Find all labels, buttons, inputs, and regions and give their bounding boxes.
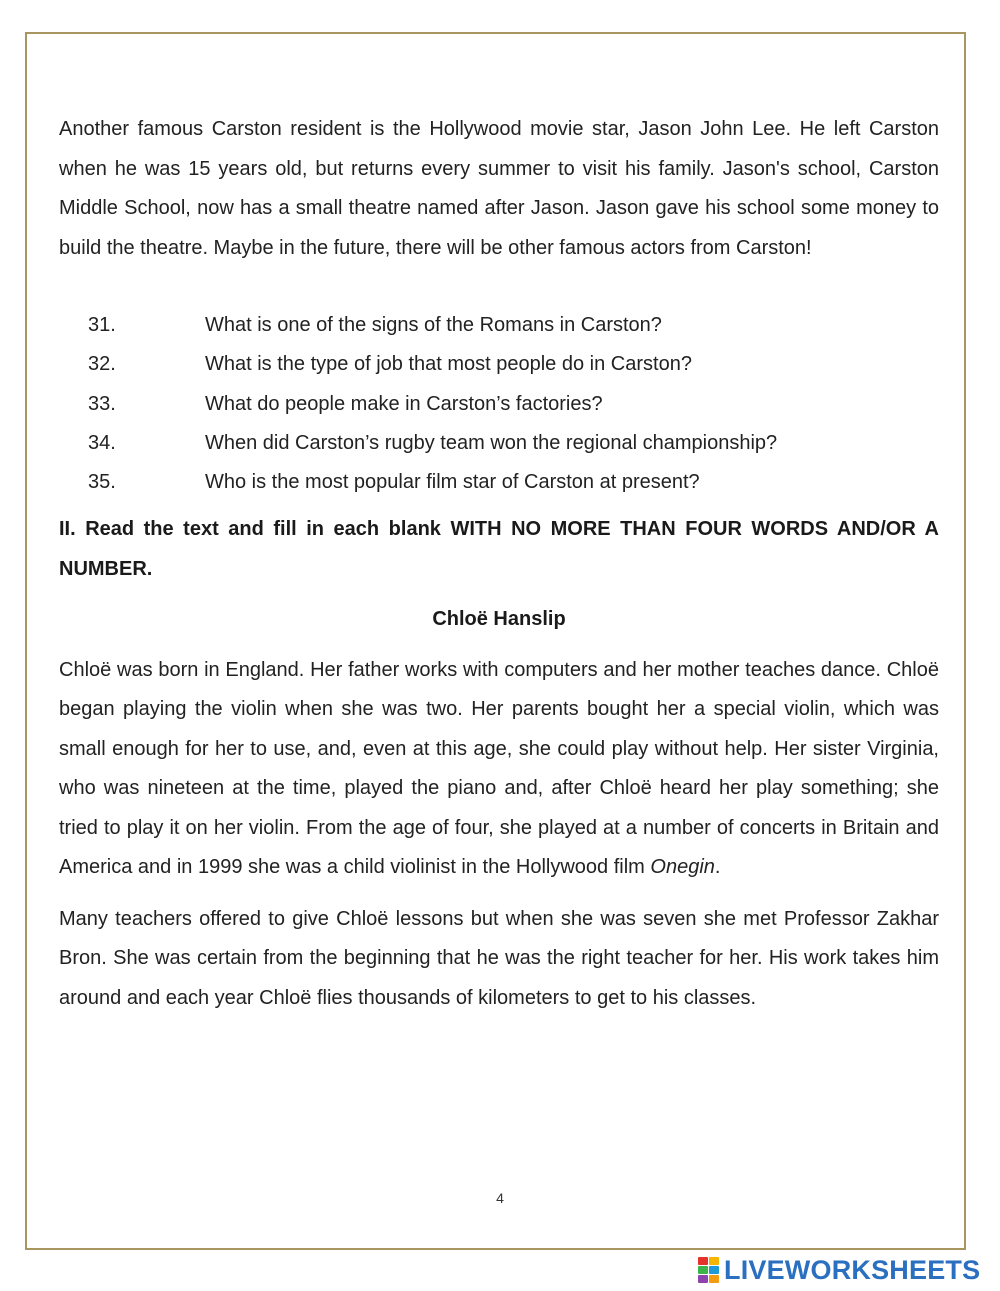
- liveworksheets-logo-icon: [698, 1257, 720, 1283]
- passage-paragraph-1: [59, 651, 939, 888]
- question-item: [59, 345, 939, 384]
- worksheet-content: [59, 110, 939, 1018]
- logo-square: [698, 1275, 708, 1283]
- passage-title: Chloë Hanslip: [432, 608, 566, 631]
- logo-square: [698, 1257, 708, 1265]
- logo-square: [698, 1266, 708, 1274]
- question-text: What is the type of job that most people do in Carston?: [205, 353, 692, 376]
- logo-square: [709, 1257, 719, 1265]
- liveworksheets-wordmark: LIVEWORKSHEETS: [724, 1254, 981, 1285]
- liveworksheets-brand[interactable]: [698, 1255, 980, 1285]
- intro-paragraph: Another famous Carston resident is the Hollywood movie star, Jason John Lee. He left Carston when he was 15 years old, but returns every summer to visit his family. Jason's school, Carston Middle School, now has a small theatre named after Jason. Jason gave his school some money to build the theatre. Maybe in the future, there will be other famous actors from Carston!: [59, 118, 939, 259]
- question-item: [59, 463, 939, 502]
- question-number: 35.: [88, 471, 116, 494]
- section-two-heading: II. Read the text and fill in each blank WITH NO MORE THAN FOUR WORDS AND/OR A NUMBER.: [59, 518, 939, 580]
- question-text: What is one of the signs of the Romans in Carston?: [205, 314, 662, 336]
- page-number: 4: [496, 1190, 504, 1206]
- passage-paragraph-1-main: Chloë was born in England. Her father works with computers and her mother teaches dance. Chloë began playing the violin when she was two. Her parents bought her a special violin, which was small enough for her to use, and, even at this age, she could play without help. Her sister Virginia, who was nineteen at the time, played the piano and, after Chloë heard her play something; she tried to play it on her violin. From the age of four, she played at a number of concerts in Britain and America and in 1999 she was a child violinist in the Hollywood film: [59, 658, 939, 879]
- question-number: 34.: [88, 431, 116, 454]
- question-text: When did Carston’s rugby team won the regional championship?: [205, 431, 778, 454]
- question-item: [59, 306, 939, 345]
- question-text: What do people make in Carston’s factories?: [205, 392, 603, 415]
- logo-square: [709, 1275, 719, 1283]
- passage-paragraph-1-end: .: [714, 856, 721, 879]
- passage-paragraph-2: Many teachers offered to give Chloë lessons but when she was seven she met Professor Zakhar Bron. She was certain from the beginning that he was the right teacher for her. His work takes him around and each year Chloë flies thousands of kilometers to get to his classes.: [59, 907, 939, 1009]
- question-text: Who is the most popular film star of Carston at present?: [205, 471, 700, 494]
- question-item: [59, 424, 939, 463]
- film-title: Onegin: [650, 856, 715, 879]
- logo-square: [709, 1266, 719, 1274]
- question-number: 33.: [88, 392, 116, 415]
- question-number: 31.: [88, 314, 116, 336]
- question-item: [59, 385, 939, 424]
- question-number: 32.: [88, 353, 116, 376]
- question-list: [59, 306, 939, 502]
